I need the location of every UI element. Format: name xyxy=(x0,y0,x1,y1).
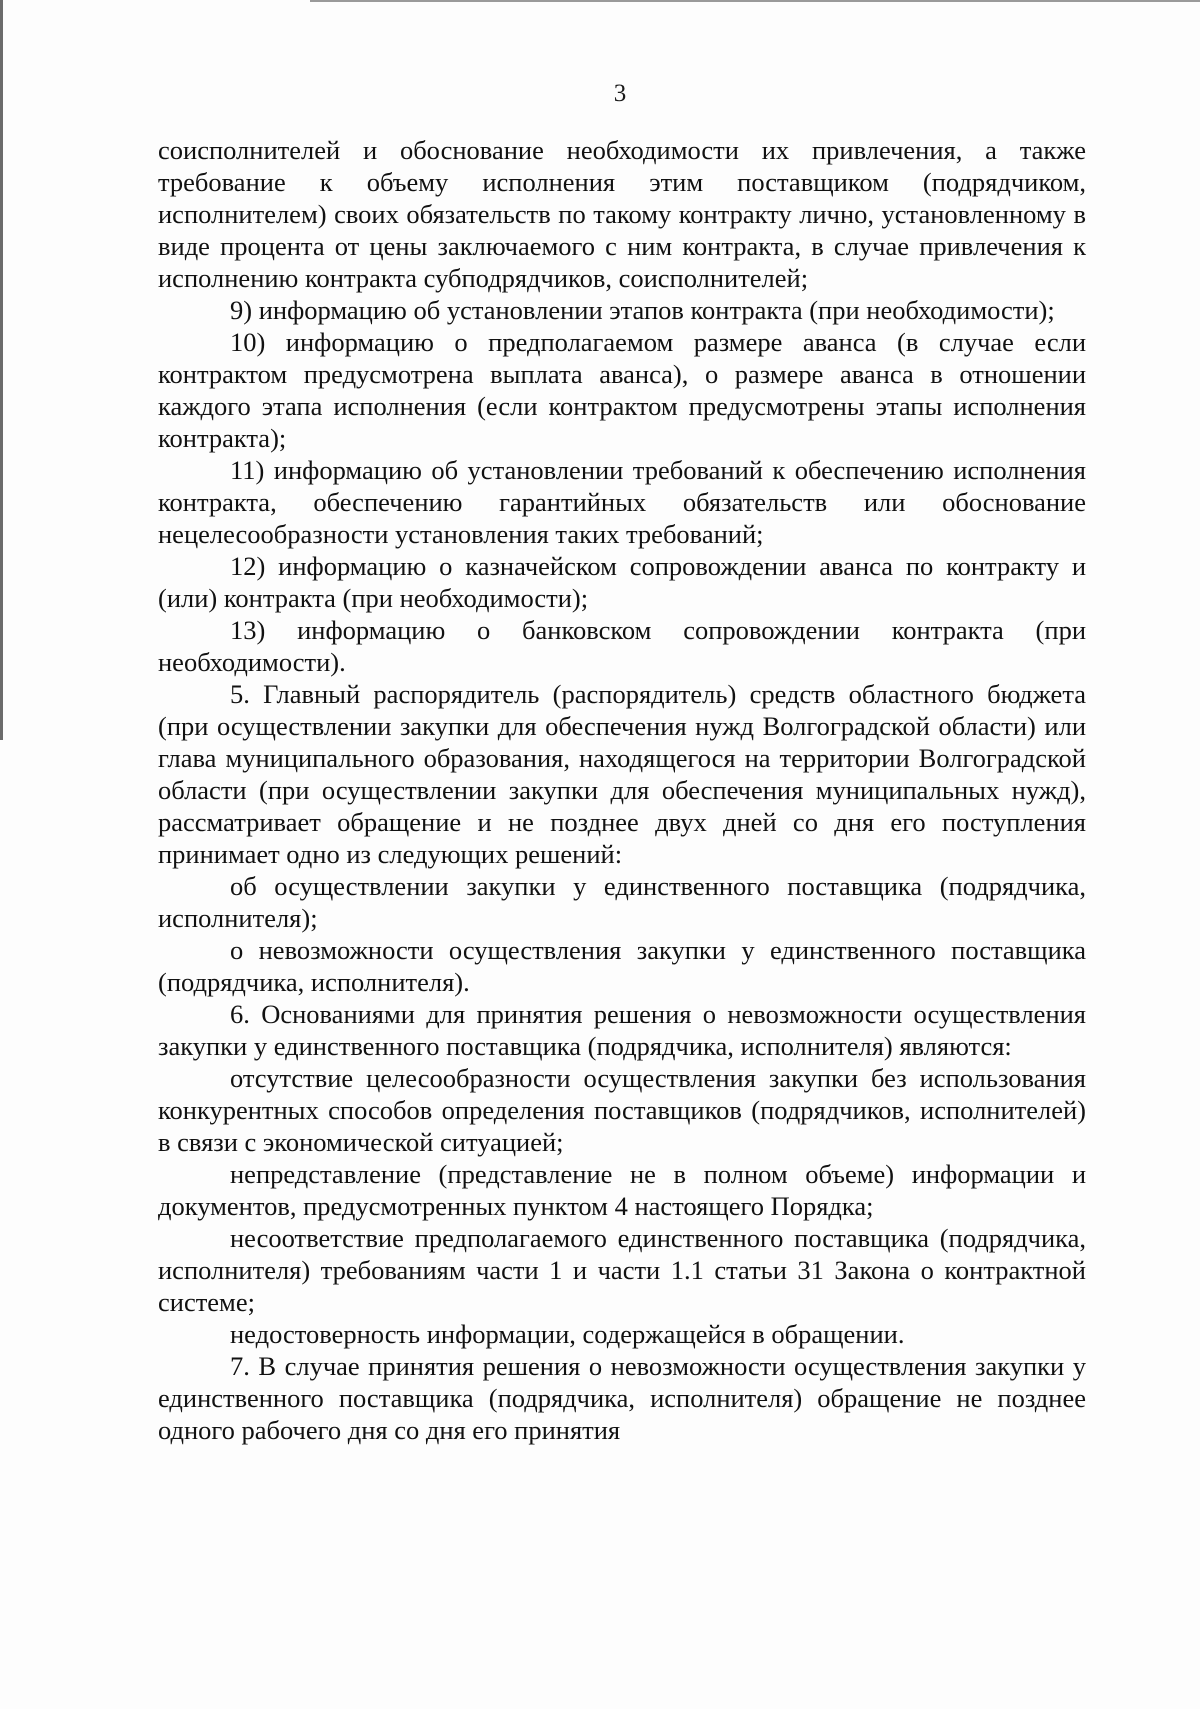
paragraph: 10) информацию о предполагаемом размере аванса (в случае если контрактом предусмотрена выплата аванса), о размере аванса в отношении каждого этапа исполнения (если контрактом предусмотрены этапы исполнения контракта); xyxy=(158,327,1086,453)
scan-edge-top xyxy=(310,0,1200,2)
paragraph: непредставление (представление не в полном объеме) информации и документов, предусмотренных пунктом 4 настоящего Порядка; xyxy=(158,1159,1086,1221)
paragraph: 9) информацию об установлении этапов контракта (при необходимости); xyxy=(230,295,1055,325)
page-number: 3 xyxy=(613,80,627,107)
paragraph: недостоверность информации, содержащейся в обращении. xyxy=(230,1319,905,1349)
paragraph: 7. В случае принятия решения о невозможности осуществления закупки у единственного поставщика (подрядчика, исполнителя) обращение не позднее одного рабочего дня со дня его принятия xyxy=(158,1351,1086,1445)
paragraph: 13) информацию о банковском сопровождении контракта (при необходимости). xyxy=(158,615,1086,677)
document-body xyxy=(158,134,1086,1446)
paragraph: несоответствие предполагаемого единственного поставщика (подрядчика, исполнителя) требованиям части 1 и части 1.1 статьи 31 Закона о контрактной системе; xyxy=(158,1223,1086,1317)
paragraph: соисполнителей и обоснование необходимости их привлечения, а также требование к объему исполнения этим поставщиком (подрядчиком, исполнителем) своих обязательств по такому контракту лично, установленному в виде процента от цены заключаемого с ним контракта, в случае привлечения к исполнению контракта субподрядчиков, соисполнителей; xyxy=(158,135,1086,293)
paragraph: об осуществлении закупки у единственного поставщика (подрядчика, исполнителя); xyxy=(158,871,1086,933)
paragraph: о невозможности осуществления закупки у единственного поставщика (подрядчика, исполнителя). xyxy=(158,935,1086,997)
paragraph: 11) информацию об установлении требований к обеспечению исполнения контракта, обеспечению гарантийных обязательств или обоснование нецелесообразности установления таких требований; xyxy=(158,455,1086,549)
paragraph: 12) информацию о казначейском сопровождении аванса по контракту и (или) контракта (при необходимости); xyxy=(158,551,1086,613)
paragraph: 6. Основаниями для принятия решения о невозможности осуществления закупки у единственного поставщика (подрядчика, исполнителя) являются: xyxy=(158,999,1086,1061)
paragraph: отсутствие целесообразности осуществления закупки без использования конкурентных способов определения поставщиков (подрядчиков, исполнителей) в связи с экономической ситуацией; xyxy=(158,1063,1086,1157)
scan-edge-left xyxy=(0,0,3,740)
paragraph: 5. Главный распорядитель (распорядитель) средств областного бюджета (при осуществлении закупки для обеспечения нужд Волгоградской области) или глава муниципального образования, находящегося на территории Волгоградской области (при осуществлении закупки для обеспечения муниципальных нужд), рассматривает обращение и не позднее двух дней со дня его поступления принимает одно из следующих решений: xyxy=(158,679,1086,869)
